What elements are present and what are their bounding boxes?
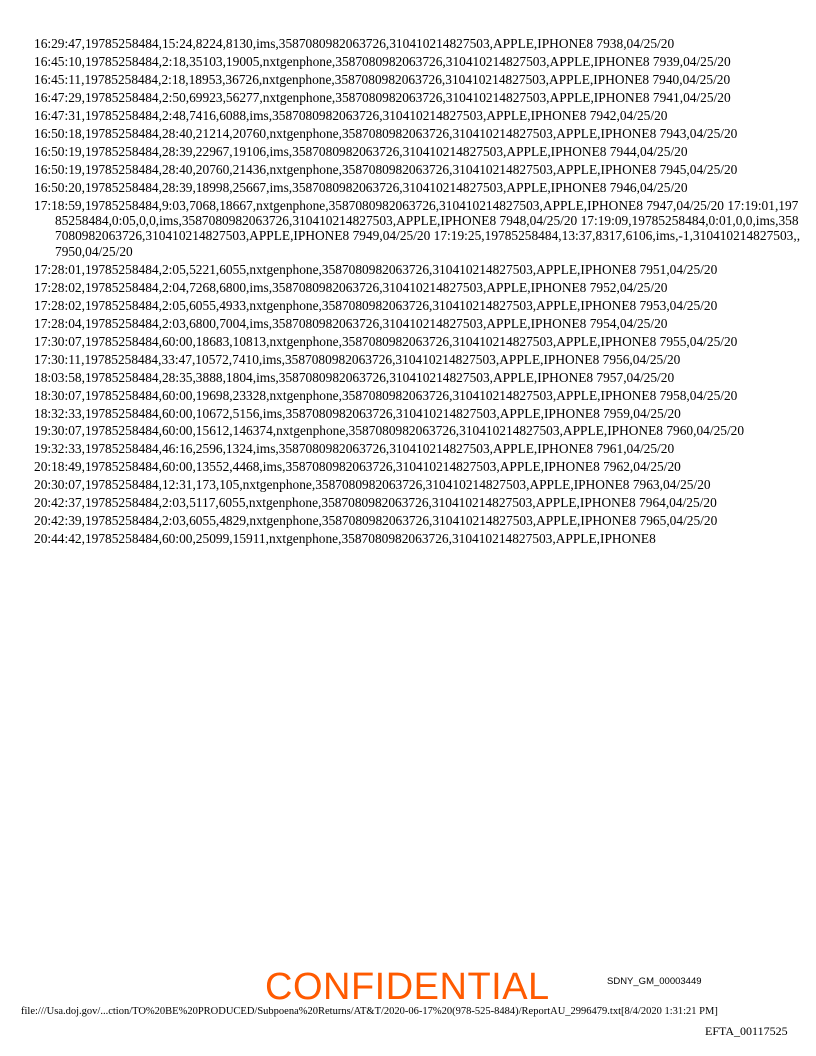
call-record-text: 18:03:58,19785258484,28:35,3888,1804,ims,3587080982063726,310410214827503,APPLE,IPHONE8 7957,04/25/20 <box>34 369 675 385</box>
call-record-row <box>34 144 804 159</box>
confidential-stamp: CONFIDENTIAL <box>265 966 550 1008</box>
call-record-row <box>34 388 804 403</box>
call-record-row <box>34 513 804 528</box>
call-record-text: 16:45:11,19785258484,2:18,18953,36726,nxtgenphone,3587080982063726,310410214827503,APPLE,IPHONE8 7940,04/25/20 <box>34 71 731 87</box>
call-record-row <box>34 90 804 105</box>
call-record-row <box>34 280 804 295</box>
call-record-row <box>34 54 804 69</box>
call-record-row <box>34 316 804 331</box>
call-record-row <box>34 531 804 546</box>
call-record-text: 17:30:11,19785258484,33:47,10572,7410,ims,3587080982063726,310410214827503,APPLE,IPHONE8 7956,04/25/20 <box>34 351 681 367</box>
call-record-text: 19:32:33,19785258484,46:16,2596,1324,ims,3587080982063726,310410214827503,APPLE,IPHONE8 7961,04/25/20 <box>34 441 675 457</box>
call-record-text: 20:18:49,19785258484,60:00,13552,4468,ims,3587080982063726,310410214827503,APPLE,IPHONE8 7962,04/25/20 <box>34 459 681 475</box>
call-record-text: 20:44:42,19785258484,60:00,25099,15911,nxtgenphone,3587080982063726,310410214827503,APPLE,IPHONE8 <box>34 531 656 547</box>
call-record-text: 17:18:59,19785258484,9:03,7068,18667,nxtgenphone,3587080982063726,310410214827503,APPLE,IPHONE8 7947,04/25/20 17:19:01,19785258484,0:05,0,0,ims,3587080982063726,310410214827503,APPLE,IPHONE8 7948,04/25/20 17:19:09,19785258484,0:01,0,0,ims,3587080982063726,310410214827503,APPLE,IPHONE8 7949,04/25/20 17:19:25,19785258484,13:37,8317,6106,ims,-1,310410214827503,, 7950,04/25/20 <box>34 197 804 259</box>
call-record-text: 20:30:07,19785258484,12:31,173,105,nxtgenphone,3587080982063726,310410214827503,APPLE,IPHONE8 7963,04/25/20 <box>34 477 711 493</box>
call-record-row <box>34 459 804 474</box>
efta-document-id: EFTA_00117525 <box>705 1024 788 1038</box>
file-path-link[interactable]: file:///Usa.doj.gov/...ction/TO%20BE%20PRODUCED/Subpoena%20Returns/AT&T/2020-06-17%20(978-525-8484)/ReportAU_2996479.txt[8/4/2020 1:31:21 PM] <box>21 1006 718 1017</box>
call-record-row <box>34 495 804 510</box>
call-record-text: 16:50:20,19785258484,28:39,18998,25667,ims,3587080982063726,310410214827503,APPLE,IPHONE8 7946,04/25/20 <box>34 179 688 195</box>
call-record-text: 16:50:19,19785258484,28:39,22967,19106,ims,3587080982063726,310410214827503,APPLE,IPHONE8 7944,04/25/20 <box>34 143 688 159</box>
call-record-text: 16:45:10,19785258484,2:18,35103,19005,nxtgenphone,3587080982063726,310410214827503,APPLE,IPHONE8 7939,04/25/20 <box>34 53 731 69</box>
call-record-text: 16:47:29,19785258484,2:50,69923,56277,nxtgenphone,3587080982063726,310410214827503,APPLE,IPHONE8 7941,04/25/20 <box>34 89 731 105</box>
call-record-row <box>34 334 804 349</box>
call-record-row <box>34 298 804 313</box>
call-record-text: 16:50:19,19785258484,28:40,20760,21436,nxtgenphone,3587080982063726,310410214827503,APPLE,IPHONE8 7945,04/25/20 <box>34 161 738 177</box>
call-record-text: 20:42:37,19785258484,2:03,5117,6055,nxtgenphone,3587080982063726,310410214827503,APPLE,IPHONE8 7964,04/25/20 <box>34 495 717 511</box>
call-record-text: 17:28:04,19785258484,2:03,6800,7004,ims,3587080982063726,310410214827503,APPLE,IPHONE8 7954,04/25/20 <box>34 315 668 331</box>
call-record-text: 16:50:18,19785258484,28:40,21214,20760,nxtgenphone,3587080982063726,310410214827503,APPLE,IPHONE8 7943,04/25/20 <box>34 125 738 141</box>
call-record-row <box>34 406 804 421</box>
call-record-text: 20:42:39,19785258484,2:03,6055,4829,nxtgenphone,3587080982063726,310410214827503,APPLE,IPHONE8 7965,04/25/20 <box>34 513 718 529</box>
call-record-row <box>34 262 804 277</box>
call-record-text: 17:28:01,19785258484,2:05,5221,6055,nxtgenphone,3587080982063726,310410214827503,APPLE,IPHONE8 7951,04/25/20 <box>34 261 718 277</box>
call-record-row <box>34 198 804 260</box>
call-record-text: 17:28:02,19785258484,2:05,6055,4933,nxtgenphone,3587080982063726,310410214827503,APPLE,IPHONE8 7953,04/25/20 <box>34 297 718 313</box>
call-record-row <box>34 477 804 492</box>
call-record-text: 19:30:07,19785258484,60:00,15612,146374,nxtgenphone,3587080982063726,310410214827503,APPLE,IPHONE8 7960,04/25/20 <box>34 423 745 439</box>
call-record-row <box>34 352 804 367</box>
call-record-row <box>34 72 804 87</box>
call-record-list <box>34 36 804 549</box>
call-record-text: 18:30:07,19785258484,60:00,19698,23328,nxtgenphone,3587080982063726,310410214827503,APPLE,IPHONE8 7958,04/25/20 <box>34 387 738 403</box>
call-record-text: 17:28:02,19785258484,2:04,7268,6800,ims,3587080982063726,310410214827503,APPLE,IPHONE8 7952,04/25/20 <box>34 279 668 295</box>
call-record-row <box>34 423 804 438</box>
call-record-row <box>34 370 804 385</box>
call-record-text: 17:30:07,19785258484,60:00,18683,10813,nxtgenphone,3587080982063726,310410214827503,APPLE,IPHONE8 7955,04/25/20 <box>34 333 738 349</box>
call-record-text: 16:47:31,19785258484,2:48,7416,6088,ims,3587080982063726,310410214827503,APPLE,IPHONE8 7942,04/25/20 <box>34 107 668 123</box>
call-record-text: 18:32:33,19785258484,60:00,10672,5156,ims,3587080982063726,310410214827503,APPLE,IPHONE8 7959,04/25/20 <box>34 405 681 421</box>
call-record-row <box>34 108 804 123</box>
bates-number: SDNY_GM_00003449 <box>607 976 702 987</box>
call-record-row <box>34 162 804 177</box>
call-record-row <box>34 180 804 195</box>
call-record-row <box>34 36 804 51</box>
call-record-text: 16:29:47,19785258484,15:24,8224,8130,ims,3587080982063726,310410214827503,APPLE,IPHONE8 7938,04/25/20 <box>34 36 675 51</box>
call-record-row <box>34 441 804 456</box>
call-record-row <box>34 126 804 141</box>
